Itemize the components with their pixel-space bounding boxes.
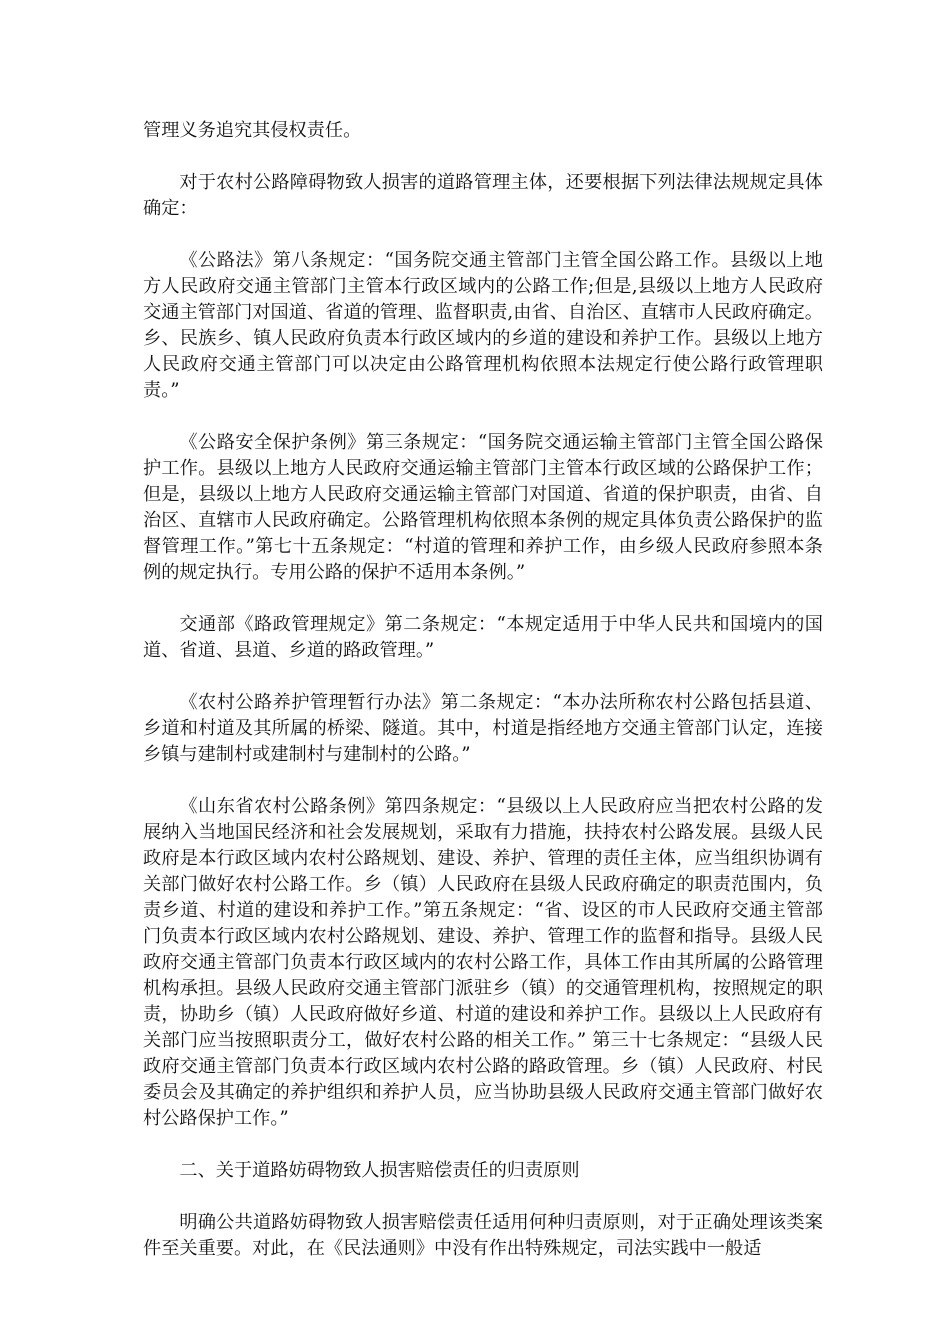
paragraph-highway-safety-regulation: 《公路安全保护条例》第三条规定：“国务院交通运输主管部门主管全国公路保护工作。县级以上地方人民政府交通运输主管部门主管本行政区域的公路保护工作；但是，县级以上地方人民政府交通运输主管部门对国道、省道的保护职责，由省、自治区、直辖市人民政府确定。公路管理机构依照本条例的规定具体负责公路保护的监督管理工作。”第七十五条规定：“村道的管理和养护工作，由乡级人民政府参照本条例的规定执行。专用公路的保护不适用本条例。” [143, 432, 823, 583]
paragraph-shandong-regulation: 《山东省农村公路条例》第四条规定：“县级以上人民政府应当把农村公路的发展纳入当地国民经济和社会发展规划，采取有力措施，扶持农村公路发展。县级人民政府是本行政区域内农村公路规划、建设、养护、管理的责任主体，应当组织协调有关部门做好农村公路工作。乡（镇）人民政府在县级人民政府确定的职责范围内，负责乡道、村道的建设和养护工作。”第五条规定：“省、设区的市人民政府交通主管部门负责本行政区域内农村公路规划、建设、养护、管理工作的监督和指导。县级人民政府交通主管部门负责本行政区域内的农村公路工作，具体工作由其所属的公路管理机构承担。县级人民政府交通主管部门派驻乡（镇）的交通管理机构，按照规定的职责，协助乡（镇）人民政府做好乡道、村道的建设和养护工作。县级以上人民政府有关部门应当按照职责分工，做好农村公路的相关工作。” 第三十七条规定：“县级人民政府交通主管部门负责本行政区域内农村公路的路政管理。乡（镇）人民政府、村民委员会及其确定的养护组织和养护人员，应当协助县级人民政府交通主管部门做好农村公路保护工作。” [143, 796, 823, 1129]
section-heading: 二、关于道路妨碍物致人损害赔偿责任的归责原则 [179, 1160, 580, 1181]
paragraph-continuation: 管理义务追究其侵权责任。 [143, 120, 362, 141]
paragraph-intro: 对于农村公路障碍物致人损害的道路管理主体，还要根据下列法律法规规定具体确定： [143, 172, 823, 219]
document-page [143, 118, 823, 1288]
paragraph-highway-law: 《公路法》第八条规定：“国务院交通主管部门主管全国公路工作。县级以上地方人民政府交通主管部门主管本行政区域内的公路工作;但是,县级以上地方人民政府交通主管部门对国道、省道的管理、监督职责,由省、自治区、直辖市人民政府确定。乡、民族乡、镇人民政府负责本行政区域内的乡道的建设和养护工作。县级以上地方人民政府交通主管部门可以决定由公路管理机构依照本法规定行使公路行政管理职责。” [143, 250, 823, 401]
paragraph-road-admin-rules: 交通部《路政管理规定》第二条规定：“本规定适用于中华人民共和国境内的国道、省道、县道、乡道的路政管理。” [143, 614, 823, 661]
paragraph-liability-principle: 明确公共道路妨碍物致人损害赔偿责任适用何种归责原则，对于正确处理该类案件至关重要。对此，在《民法通则》中没有作出特殊规定，司法实践中一般适 [143, 1212, 823, 1259]
paragraph-rural-road-maintenance: 《农村公路养护管理暂行办法》第二条规定：“本办法所称农村公路包括县道、乡道和村道及其所属的桥梁、隧道。其中，村道是指经地方交通主管部门认定，连接乡镇与建制村或建制村与建制村的公路。” [143, 692, 823, 765]
